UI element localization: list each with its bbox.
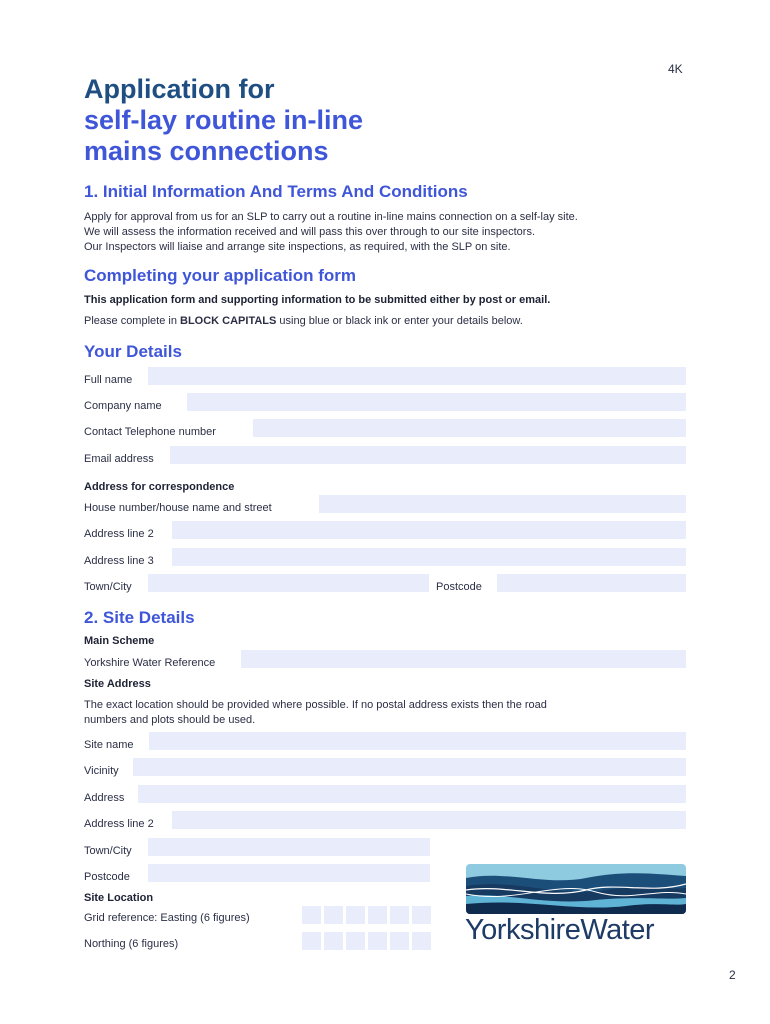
address-line-3-label: Address line 3: [84, 555, 154, 567]
site-address-field[interactable]: [138, 785, 686, 803]
site-postcode-label: Postcode: [84, 871, 130, 883]
section-1-line-1: Apply for approval from us for an SLP to carry out a routine in-line mains connection on a self-lay site.: [84, 211, 578, 223]
full-name-label: Full name: [84, 374, 133, 386]
full-name-field[interactable]: [148, 367, 686, 385]
yw-reference-label: Yorkshire Water Reference: [84, 657, 216, 669]
submission-note: This application form and supporting information to be submitted either by post or email.: [84, 294, 551, 306]
site-town-label: Town/City: [84, 845, 132, 857]
phone-field[interactable]: [253, 419, 686, 437]
email-field[interactable]: [170, 446, 686, 464]
vicinity-field[interactable]: [133, 758, 686, 776]
site-details-heading: 2. Site Details: [84, 608, 195, 627]
section-1-heading: 1. Initial Information And Terms And Conditions: [84, 182, 468, 201]
site-address-line-2-label: Address line 2: [84, 818, 154, 830]
northing-digit[interactable]: [368, 932, 387, 950]
main-scheme-heading: Main Scheme: [84, 635, 155, 647]
address-correspondence-heading: Address for correspondence: [84, 481, 235, 493]
site-address-heading: Site Address: [84, 678, 151, 690]
house-field[interactable]: [319, 495, 686, 513]
logo-wordmark: YorkshireWater: [465, 914, 655, 946]
northing-digit[interactable]: [390, 932, 409, 950]
instruction-text-1: Please complete in: [84, 315, 180, 327]
form-code: 4K: [668, 62, 683, 76]
site-town-field[interactable]: [148, 838, 430, 856]
section-1-line-3: Our Inspectors will liaise and arrange site inspections, as required, with the SLP on site.: [84, 241, 511, 253]
northing-boxes: [302, 932, 431, 950]
easting-label: Grid reference: Easting (6 figures): [84, 912, 250, 924]
yorkshire-water-logo-icon: [466, 864, 686, 914]
site-postcode-field[interactable]: [148, 864, 430, 882]
northing-digit[interactable]: [346, 932, 365, 950]
site-note-line-2: numbers and plots should be used.: [84, 714, 256, 726]
easting-digit[interactable]: [346, 906, 365, 924]
site-address-line-2-field[interactable]: [172, 811, 686, 829]
address-line-2-field[interactable]: [172, 521, 686, 539]
title-line-3: mains connections: [84, 136, 329, 166]
site-note-line-1: The exact location should be provided where possible. If no postal address exists then the road: [84, 699, 547, 711]
phone-label: Contact Telephone number: [84, 426, 216, 438]
northing-label: Northing (6 figures): [84, 938, 179, 950]
address-line-3-field[interactable]: [172, 548, 686, 566]
house-label: House number/house name and street: [84, 502, 272, 514]
email-label: Email address: [84, 453, 154, 465]
company-name-field[interactable]: [187, 393, 686, 411]
instruction-text-2: using blue or black ink or enter your details below.: [276, 315, 523, 327]
title-line-1: Application for: [84, 74, 275, 104]
town-field[interactable]: [148, 574, 429, 592]
title-line-2: self-lay routine in-line: [84, 105, 364, 135]
page-number: 2: [729, 968, 736, 982]
completing-heading: Completing your application form: [84, 266, 357, 285]
northing-digit[interactable]: [302, 932, 321, 950]
easting-digit[interactable]: [324, 906, 343, 924]
site-name-field[interactable]: [149, 732, 686, 750]
site-address-note: [84, 698, 684, 728]
site-name-label: Site name: [84, 739, 134, 751]
section-1-line-2: We will assess the information received and will pass this over through to our site inspectors.: [84, 226, 536, 238]
easting-digit[interactable]: [412, 906, 431, 924]
section-1-paragraph: [84, 210, 694, 255]
easting-digit[interactable]: [390, 906, 409, 924]
northing-digit[interactable]: [412, 932, 431, 950]
postcode-label: Postcode: [436, 581, 482, 593]
site-location-heading: Site Location: [84, 892, 154, 904]
page-title: [84, 74, 363, 167]
instruction-bold: BLOCK CAPITALS: [180, 315, 277, 327]
town-label: Town/City: [84, 581, 132, 593]
vicinity-label: Vicinity: [84, 765, 119, 777]
site-address-label: Address: [84, 792, 125, 804]
northing-digit[interactable]: [324, 932, 343, 950]
easting-digit[interactable]: [368, 906, 387, 924]
postcode-field[interactable]: [497, 574, 686, 592]
yw-reference-field[interactable]: [241, 650, 686, 668]
block-capitals-instruction: [84, 314, 523, 329]
easting-boxes: [302, 906, 431, 924]
easting-digit[interactable]: [302, 906, 321, 924]
company-name-label: Company name: [84, 400, 162, 412]
your-details-heading: Your Details: [84, 342, 182, 361]
address-line-2-label: Address line 2: [84, 528, 154, 540]
